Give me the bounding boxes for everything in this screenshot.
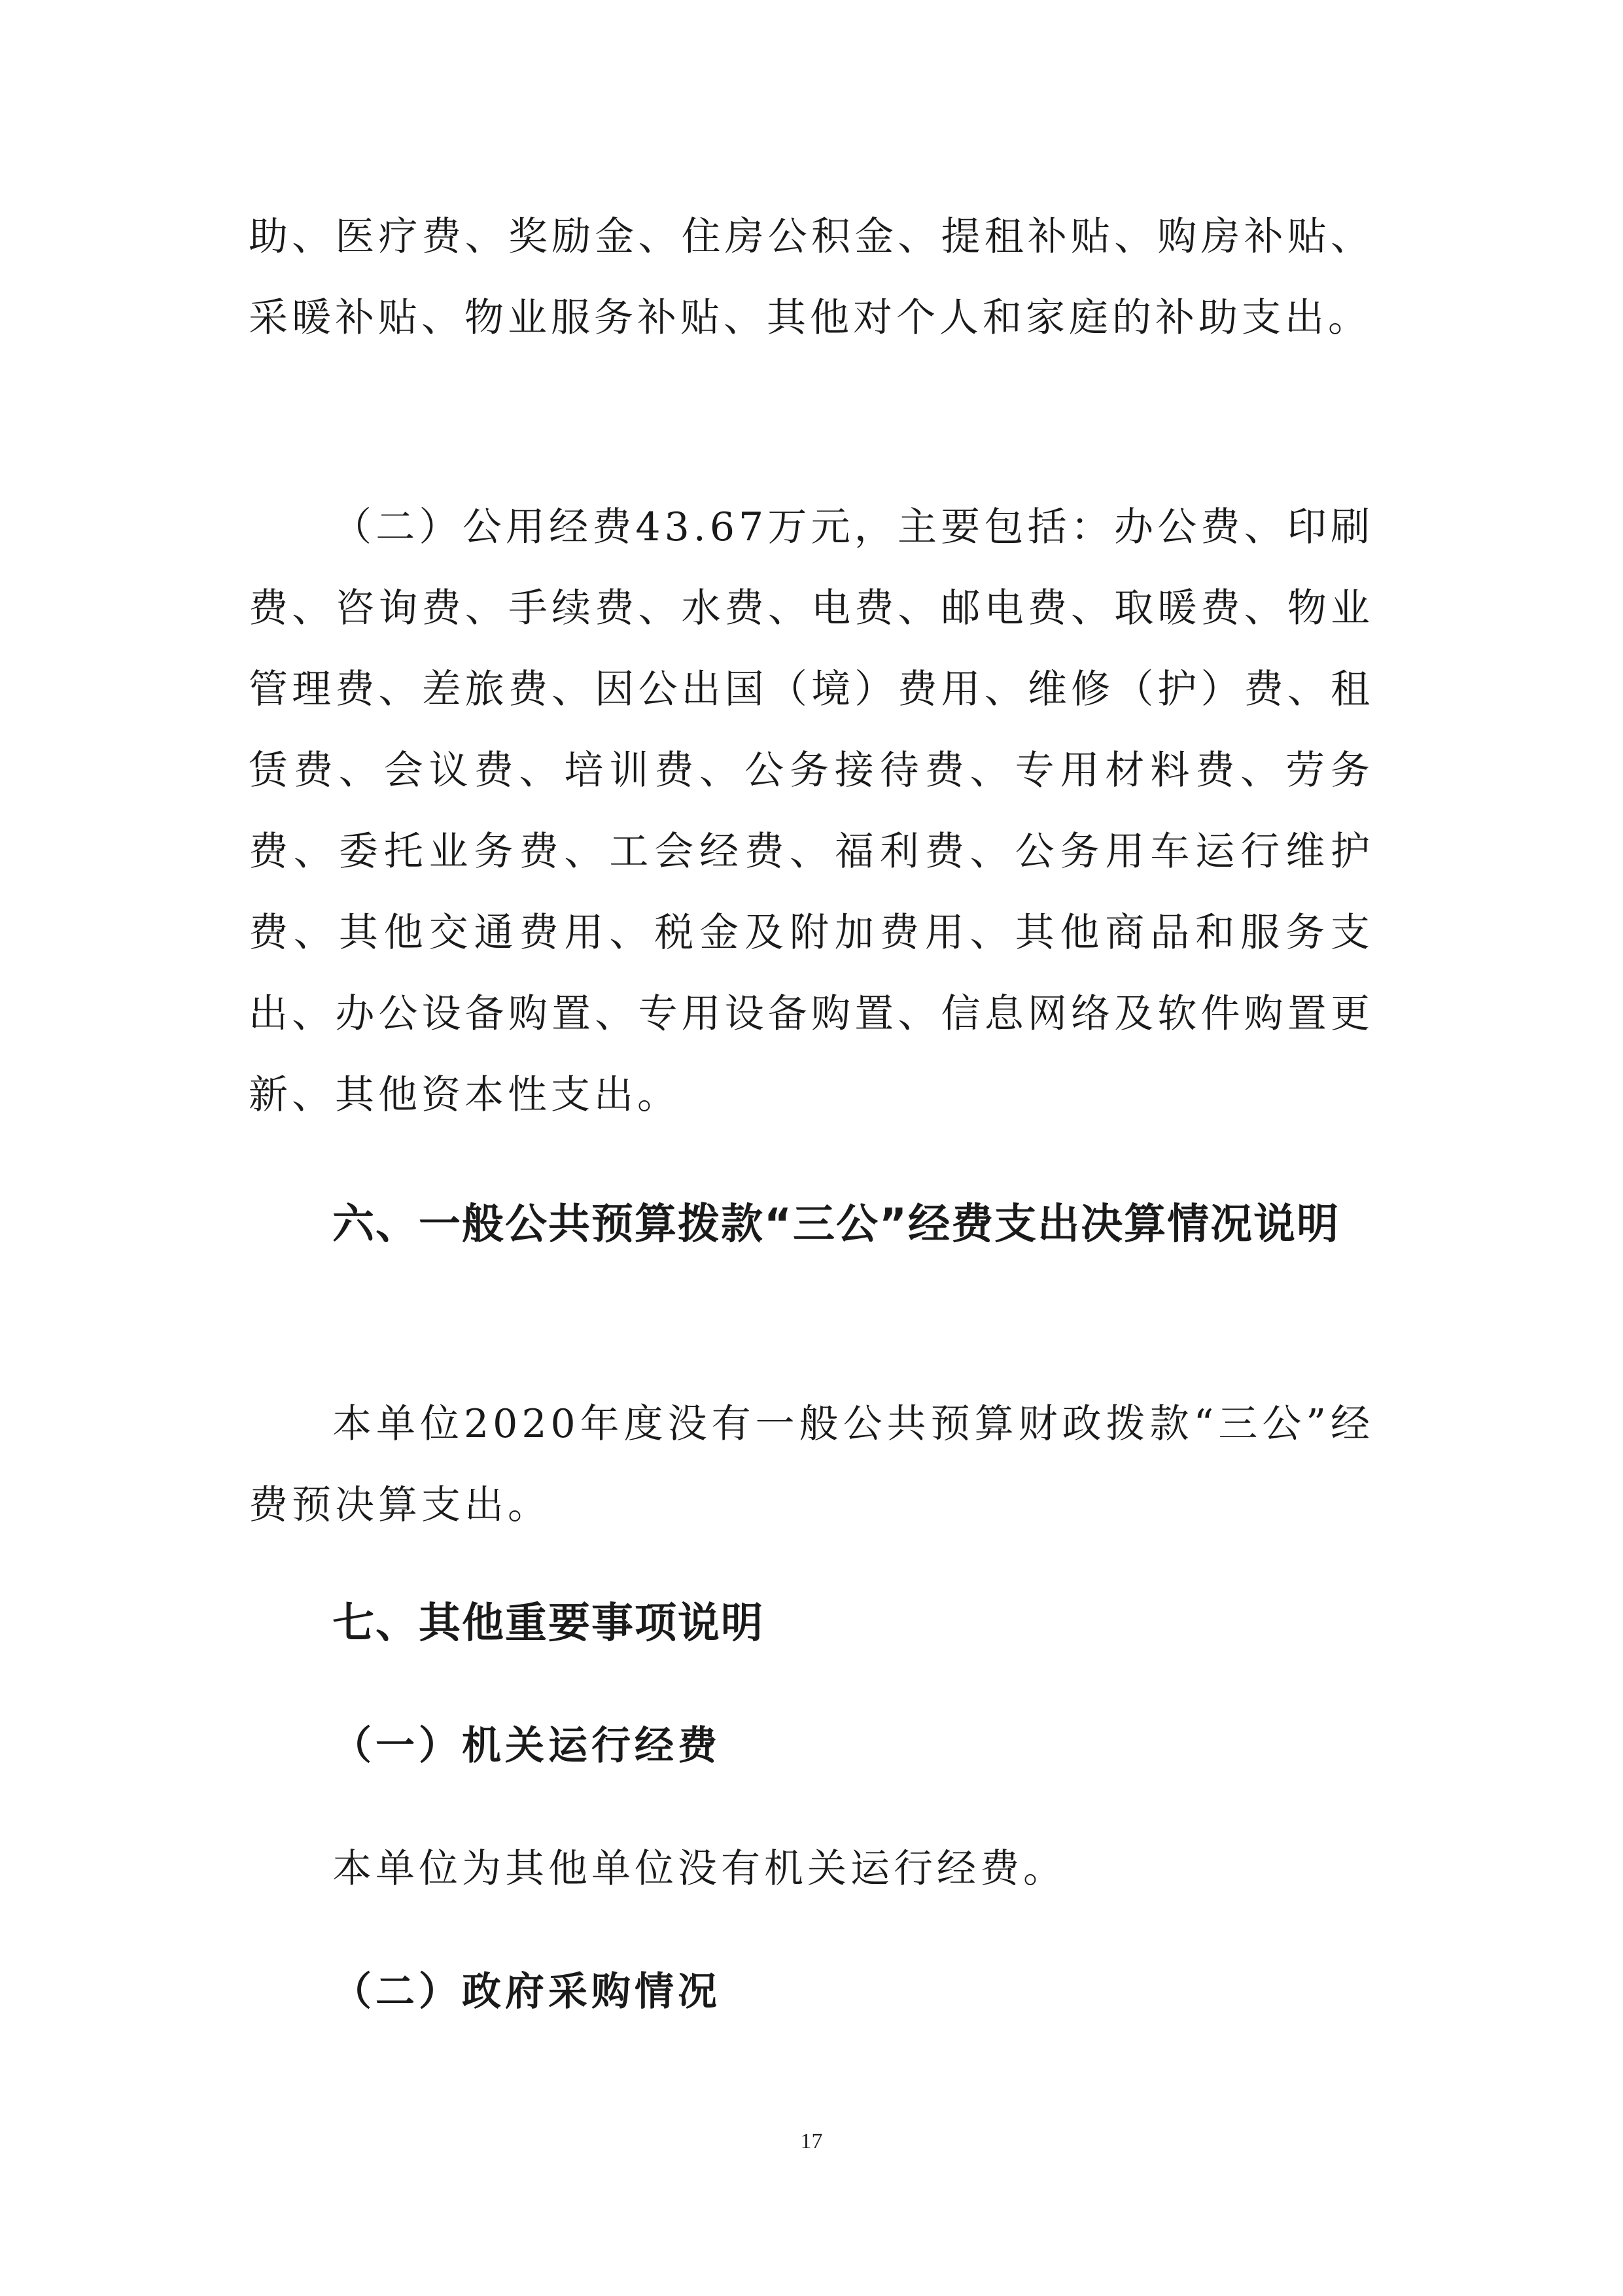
section-six-paragraph: 本单位2020年度没有一般公共预算财政拨款“三公”经费预决算支出。 <box>249 1401 1374 1528</box>
continued-paragraph: 助、医疗费、奖励金、住房公积金、提租补贴、购房补贴、采暖补贴、物业服务补贴、其他对个人和家庭的补助支出。 <box>249 214 1374 341</box>
subsection-one-paragraph: 本单位为其他单位没有机关运行经费。 <box>332 1846 1066 1892</box>
subsection-two-heading: （二）政府采购情况 <box>332 1969 721 2015</box>
public-funds-paragraph: （二）公用经费43.67万元，主要包括：办公费、印刷费、咨询费、手续费、水费、电费、邮电费、取暖费、物业管理费、差旅费、因公出国（境）费用、维修（护）费、租赁费、会议费、培训费、公务接待费、专用材料费、劳务费、委托业务费、工会经费、福利费、公务用车运行维护费、其他交通费用、税金及附加费用、其他商品和服务支出、办公设备购置、专用设备购置、信息网络及软件购置更新、其他资本性支出。 <box>249 504 1374 1118</box>
page-number: 17 <box>800 2129 823 2153</box>
subsection-one-heading: （一）机关运行经费 <box>332 1723 721 1769</box>
section-seven-heading: 七、其他重要事项说明 <box>332 1599 764 1648</box>
section-six-heading: 六、一般公共预算拨款“三公”经费支出决算情况说明 <box>332 1200 1340 1249</box>
